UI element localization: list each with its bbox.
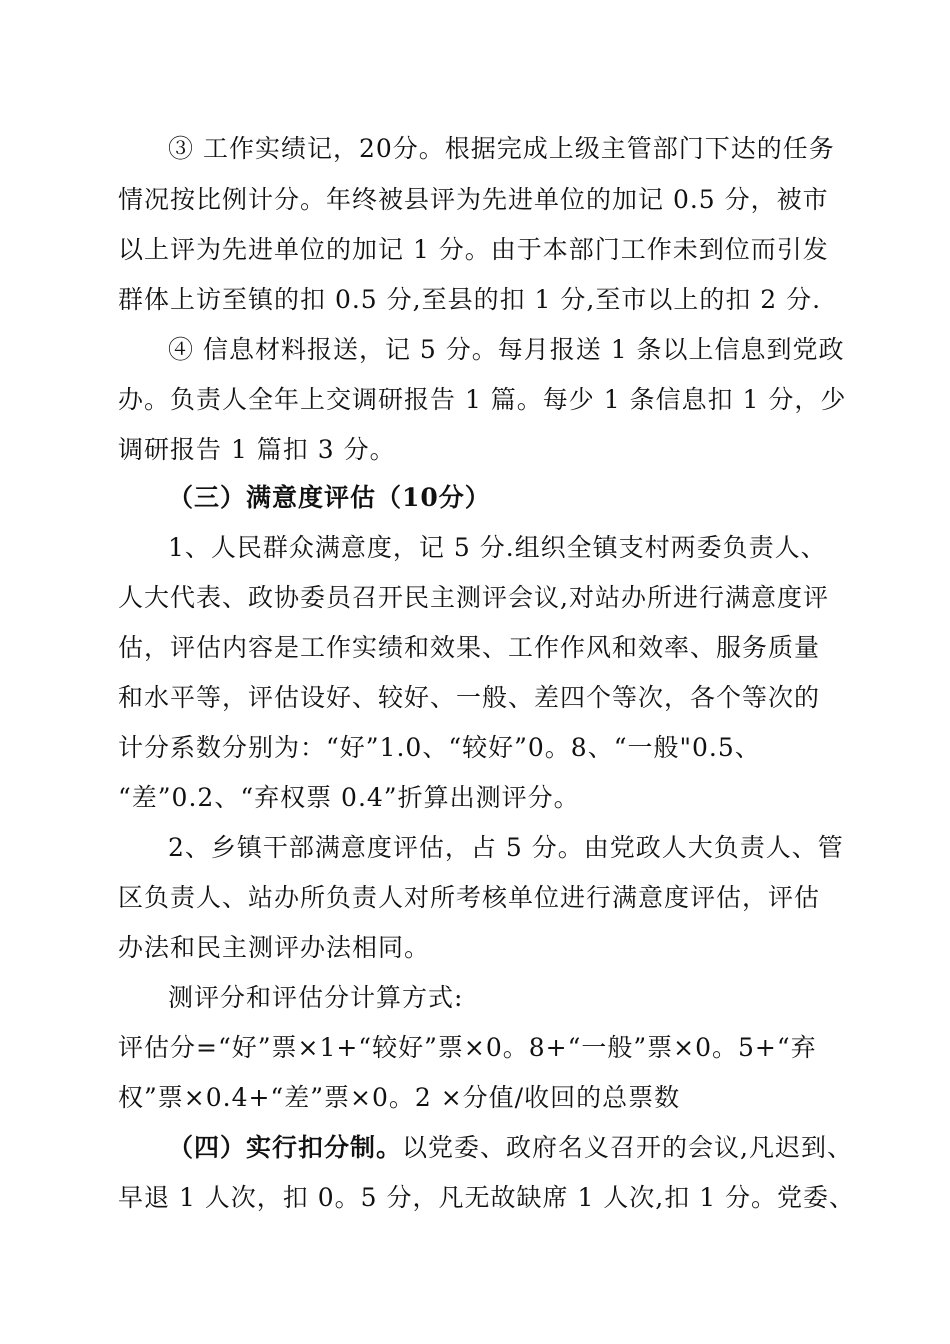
paragraph-line: 1、人民群众满意度，记 5 分.组织全镇支村两委负责人、: [168, 533, 827, 562]
paragraph-line: ④ 信息材料报送，记 5 分。每月报送 1 条以上信息到党政: [168, 335, 845, 364]
paragraph-line: 估，评估内容是工作实绩和效果、工作作风和效率、服务质量: [118, 633, 821, 662]
paragraph-line: 人大代表、政协委员召开民主测评会议,对站办所进行满意度评: [118, 583, 829, 612]
paragraph-line: 早退 1 人次，扣 0。5 分，凡无故缺席 1 人次,扣 1 分。党委、: [118, 1183, 856, 1212]
paragraph-line: 区负责人、站办所负责人对所考核单位进行满意度评估，评估: [118, 883, 821, 912]
section-heading: （三）满意度评估（10分）: [168, 483, 491, 512]
paragraph-line: 情况按比例计分。年终被县评为先进单位的加记 0.5 分，被市: [118, 185, 829, 214]
inline-bold-heading: （四）实行扣分制。: [168, 1133, 403, 1162]
paragraph-line: 办法和民主测评办法相同。: [118, 933, 431, 962]
paragraph-line: “差”0.2、“弃权票 0.4”折算出测评分。: [118, 783, 580, 812]
paragraph-text: 以党委、政府名义召开的会议,凡迟到、: [402, 1133, 853, 1162]
paragraph-line: 调研报告 1 篇扣 3 分。: [118, 435, 396, 464]
paragraph-line: ③ 工作实绩记，20分。根据完成上级主管部门下达的任务: [168, 134, 835, 163]
formula-line: 权”票×0.4+“差”票×0。2 ×分值/收回的总票数: [118, 1083, 681, 1112]
paragraph-line: 和水平等，评估设好、较好、一般、差四个等次，各个等次的: [118, 683, 821, 712]
paragraph-line: 计分系数分别为：“好”1.0、“较好”0。8、“一般"0.5、: [118, 733, 761, 762]
formula-line: 评估分=“好”票×1+“较好”票×0。8+“一般”票×0。5+“弃: [118, 1033, 817, 1062]
paragraph-line: 测评分和评估分计算方式:: [168, 983, 464, 1012]
paragraph-line: 以上评为先进单位的加记 1 分。由于本部门工作未到位而引发: [118, 235, 829, 264]
paragraph-line: 群体上访至镇的扣 0.5 分,至县的扣 1 分,至市以上的扣 2 分.: [118, 285, 822, 314]
paragraph-line: 办。负责人全年上交调研报告 1 篇。每少 1 条信息扣 1 分，少: [118, 385, 847, 414]
paragraph-line-mixed: [168, 1132, 853, 1164]
paragraph-line: 2、乡镇干部满意度评估，占 5 分。由党政人大负责人、管: [168, 833, 844, 862]
